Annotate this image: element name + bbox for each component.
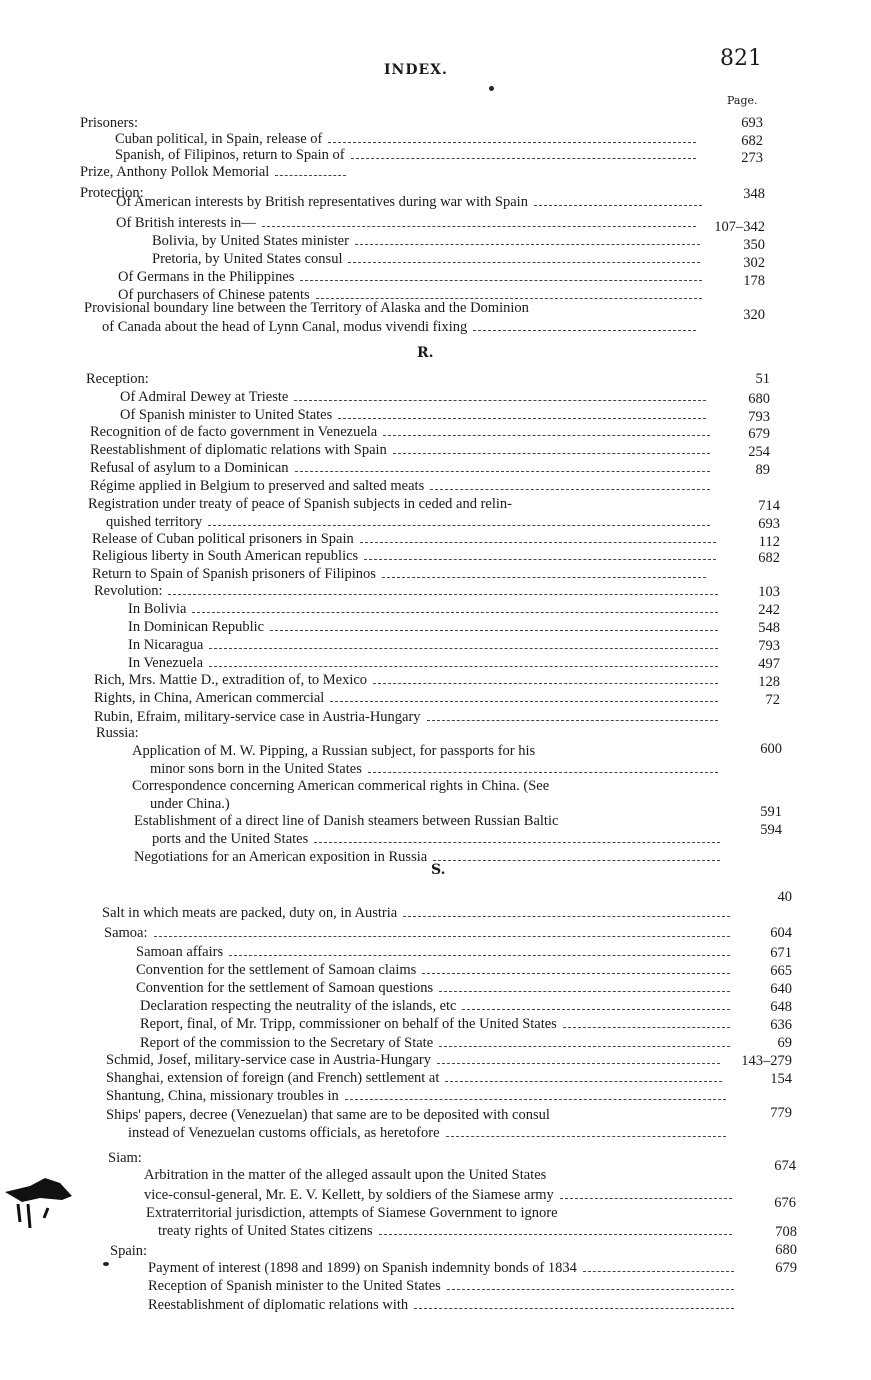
index-entry-text: Report of the commission to the Secretary of State [140, 1035, 434, 1051]
index-entry [92, 547, 720, 565]
index-entry [128, 654, 722, 672]
stray-mark [103, 1262, 109, 1266]
dot-leader [345, 1099, 726, 1100]
page-ref: 594 [760, 822, 782, 838]
page-ref: 128 [758, 674, 780, 690]
index-entry-text: Religious liberty in South American republics [92, 548, 359, 564]
index-entry-text: minor sons born in the United States [150, 761, 362, 777]
page-ref: 273 [741, 150, 763, 166]
index-entry-text: Of Spanish minister to United States [120, 407, 333, 423]
page-ref: 714 [758, 498, 780, 514]
index-entry-text: of Canada about the head of Lynn Canal, modus vivendi fixing [102, 319, 468, 335]
index-entry-text: Refusal of asylum to a Dominican [90, 460, 289, 476]
index-entry-text: Reception of Spanish minister to the United States [148, 1278, 441, 1294]
page-ref: 708 [775, 1224, 797, 1240]
index-entry-text: In Bolivia [128, 601, 187, 617]
index-entry-text: Of British interests in— [116, 215, 256, 231]
index-entry [152, 250, 704, 268]
index-entry-text: Convention for the settlement of Samoan questions [136, 980, 434, 996]
index-entry [140, 1015, 734, 1033]
page-ref: 671 [770, 945, 792, 961]
index-entry-text: Rubin, Efraim, military-service case in Austria-Hungary [94, 709, 421, 725]
page-column-label: Page. [727, 94, 758, 107]
page-ref: 604 [770, 925, 792, 941]
index-entry [94, 708, 722, 726]
index-entry [90, 477, 714, 495]
dot-leader [383, 435, 710, 436]
index-entry-text: Spanish, of Filipinos, return to Spain of [115, 147, 345, 163]
index-entry-text: Of American interests by British representatives during war with Spain [116, 194, 528, 210]
index-entry [128, 1124, 730, 1142]
page-ref: 89 [755, 462, 770, 478]
index-entry [128, 618, 722, 636]
dot-leader [427, 720, 718, 721]
index-entry-text: Ships' papers, decree (Venezuelan) that same are to be deposited with consul [106, 1107, 550, 1123]
page-ref: 143–279 [741, 1053, 792, 1069]
page-ref: 103 [758, 584, 780, 600]
index-entry [106, 1106, 550, 1124]
index-entry [104, 924, 734, 942]
dot-leader [328, 142, 696, 143]
page-ref: 51 [755, 371, 770, 387]
index-entry [115, 146, 700, 164]
index-entry-text: Correspondence concerning American commerical rights in China. (See [132, 778, 550, 794]
index-entry [144, 1166, 546, 1184]
index-entry-text: Samoan affairs [136, 944, 224, 960]
index-entry [152, 830, 724, 848]
index-entry-text: Report, final, of Mr. Tripp, commissioner on behalf of the United States [140, 1016, 557, 1032]
section-heading-r: R. [417, 345, 434, 361]
index-entry [118, 268, 706, 286]
page-ref: 112 [758, 534, 780, 550]
index-entry [94, 689, 722, 707]
index-entry [132, 777, 549, 795]
index-entry [96, 724, 139, 742]
page-ref: 40 [777, 889, 792, 905]
index-entry-text: Revolution: [94, 583, 163, 599]
dot-leader [314, 842, 720, 843]
page-ref: 674 [774, 1158, 796, 1174]
index-entry [148, 1259, 738, 1277]
index-entry [80, 163, 350, 181]
index-entry-text: vice-consul-general, Mr. E. V. Kellett, by soldiers of the Siamese army [144, 1187, 554, 1203]
dot-leader [208, 525, 710, 526]
dot-leader [229, 955, 730, 956]
index-entry [84, 299, 529, 317]
page-ref: 350 [743, 237, 765, 253]
dot-leader [437, 1063, 720, 1064]
dot-leader [270, 630, 718, 631]
page-ref: 69 [777, 1035, 792, 1051]
dot-leader [355, 244, 700, 245]
page-ref: 154 [770, 1071, 792, 1087]
page-ref: 648 [770, 999, 792, 1015]
index-entry-text: In Nicaragua [128, 637, 204, 653]
page-ref: 348 [743, 186, 765, 202]
page-ref: 600 [760, 741, 782, 757]
index-entry-text: Cuban political, in Spain, release of [115, 131, 323, 147]
index-entry [106, 1087, 730, 1105]
index-entry [106, 1051, 724, 1069]
index-entry [146, 1204, 558, 1222]
dot-leader [294, 400, 706, 401]
dot-leader [403, 916, 730, 917]
dot-leader [473, 330, 696, 331]
index-entry-text: Bolivia, by United States minister [152, 233, 349, 249]
index-entry-text: In Venezuela [128, 655, 204, 671]
dot-leader [338, 418, 706, 419]
index-entry-text: Siam: [108, 1150, 142, 1166]
index-entry [132, 742, 535, 760]
dot-leader [414, 1308, 734, 1309]
index-entry-text: Rights, in China, American commercial [94, 690, 325, 706]
index-entry [106, 1069, 726, 1087]
dot-leader [275, 175, 346, 176]
index-entry-text: Pretoria, by United States consul [152, 251, 343, 267]
index-entry-text: In Dominican Republic [128, 619, 265, 635]
index-entry [90, 459, 714, 477]
index-entry [134, 812, 558, 830]
index-entry [120, 406, 710, 424]
dot-leader [439, 1046, 730, 1047]
dot-leader [209, 666, 718, 667]
index-entry-text: instead of Venezuelan customs officials, as heretofore [128, 1125, 440, 1141]
page-ref: 302 [743, 255, 765, 271]
index-entry-text: Reception: [86, 371, 149, 387]
dot-leader [560, 1198, 732, 1199]
dot-leader [209, 648, 718, 649]
index-entry-text: Return to Spain of Spanish prisoners of Filipinos [92, 566, 376, 582]
index-entry-text: under China.) [150, 796, 230, 812]
dot-leader [364, 559, 716, 560]
index-entry-text: Samoa: [104, 925, 148, 941]
index-entry-text: treaty rights of United States citizens [158, 1223, 373, 1239]
page-title: INDEX. [384, 62, 448, 78]
page-ref: 793 [758, 638, 780, 654]
index-entry-text: Reestablishment of diplomatic relations with Spain [90, 442, 387, 458]
index-entry [94, 671, 722, 689]
dot-leader [351, 158, 696, 159]
dot-leader [360, 542, 716, 543]
index-entry [150, 795, 230, 813]
page-ref: 107–342 [714, 219, 765, 235]
index-entry [102, 318, 700, 336]
index-entry-text: Payment of interest (1898 and 1899) on Spanish indemnity bonds of 1834 [148, 1260, 577, 1276]
dot-leader [368, 772, 718, 773]
page-ref: 693 [758, 516, 780, 532]
index-entry-text: Of purchasers of Chinese patents [118, 287, 310, 303]
index-entry [158, 1222, 736, 1240]
dot-leader [433, 860, 720, 861]
index-entry [116, 193, 706, 211]
index-entry [136, 943, 734, 961]
ink-blot-mark [0, 1178, 75, 1233]
dot-leader [393, 453, 710, 454]
dot-leader [262, 226, 696, 227]
dot-leader [447, 1289, 734, 1290]
page-ref: 640 [770, 981, 792, 997]
page-ref: 779 [770, 1105, 792, 1121]
index-entry-text: Negotiations for an American exposition in Russia [134, 849, 428, 865]
page-ref: 693 [741, 115, 763, 131]
index-entry [136, 961, 734, 979]
index-entry [92, 530, 720, 548]
index-entry [150, 760, 722, 778]
index-entry [90, 441, 714, 459]
index-entry-text: Schmid, Josef, military-service case in Austria-Hungary [106, 1052, 431, 1068]
index-entry [94, 582, 722, 600]
dot-leader [445, 1081, 722, 1082]
index-entry-text: Provisional boundary line between the Territory of Alaska and the Dominion [84, 300, 529, 316]
index-entry [88, 495, 512, 513]
index-entry [108, 1149, 142, 1167]
index-entry-text: Convention for the settlement of Samoan claims [136, 962, 417, 978]
section-heading-s: S. [431, 862, 446, 878]
index-entry [134, 848, 724, 866]
index-entry [144, 1186, 736, 1204]
page-ref: 242 [758, 602, 780, 618]
index-entry-text: Salt in which meats are packed, duty on, in Austria [102, 905, 398, 921]
index-entry [128, 600, 722, 618]
page-ref: 591 [760, 804, 782, 820]
page-ref: 665 [770, 963, 792, 979]
index-entry-text: Spain: [110, 1243, 148, 1259]
index-entry-text: Russia: [96, 725, 139, 741]
dot-leader [330, 701, 718, 702]
index-entry-text: Reestablishment of diplomatic relations with [148, 1297, 409, 1313]
index-entry [106, 513, 714, 531]
index-entry [140, 1034, 734, 1052]
index-entry [86, 370, 149, 388]
index-entry [152, 232, 704, 250]
index-entry [120, 388, 710, 406]
page-ref: 680 [775, 1242, 797, 1258]
page-ref: 679 [748, 426, 770, 442]
dot-leader [300, 280, 702, 281]
index-entry [110, 1242, 147, 1260]
index-entry [148, 1277, 738, 1295]
index-entry-text: ports and the United States [152, 831, 309, 847]
page-ref: 497 [758, 656, 780, 672]
index-entry [116, 214, 700, 232]
page-ref: 548 [758, 620, 780, 636]
index-entry-text: Protection: [80, 185, 144, 201]
dot-leader [154, 936, 731, 937]
index-entry-text: Prisoners: [80, 115, 138, 131]
dot-leader [534, 205, 702, 206]
index-entry-text: Shantung, China, missionary troubles in [106, 1088, 339, 1104]
dot-leader [295, 471, 710, 472]
page-ref: 72 [765, 692, 780, 708]
index-entry-text: Of Admiral Dewey at Trieste [120, 389, 289, 405]
index-entry-text: Of Germans in the Philippines [118, 269, 295, 285]
page-ref: 636 [770, 1017, 792, 1033]
index-entry-text: Arbitration in the matter of the alleged assault upon the United States [144, 1167, 547, 1183]
dot-leader [373, 683, 718, 684]
index-entry-text: Application of M. W. Pipping, a Russian subject, for passports for his [132, 743, 536, 759]
dot-leader [382, 577, 706, 578]
index-entry-text: Establishment of a direct line of Danish steamers between Russian Baltic [134, 813, 559, 829]
page-ref: 178 [743, 273, 765, 289]
index-entry-text: Recognition of de facto government in Venezuela [90, 424, 378, 440]
page-ref: 254 [748, 444, 770, 460]
page-ref: 676 [774, 1195, 796, 1211]
index-entry-text: Régime applied in Belgium to preserved and salted meats [90, 478, 425, 494]
dot-leader [462, 1009, 730, 1010]
dot-leader [430, 489, 710, 490]
index-entry-text: Registration under treaty of peace of Spanish subjects in ceded and relin- [88, 496, 512, 512]
page-ref: 679 [775, 1260, 797, 1276]
index-entry-text: Release of Cuban political prisoners in Spain [92, 531, 354, 547]
index-entry-text: Prize, Anthony Pollok Memorial [80, 164, 270, 180]
dot-leader [563, 1027, 730, 1028]
dot-leader [439, 991, 730, 992]
index-entry-text: quished territory [106, 514, 203, 530]
page-ref: 320 [743, 307, 765, 323]
page-ref: 793 [748, 409, 770, 425]
index-entry [136, 979, 734, 997]
page-ref: 680 [748, 391, 770, 407]
dot-leader [446, 1136, 726, 1137]
index-entry-text: Extraterritorial jurisdiction, attempts of Siamese Government to ignore [146, 1205, 558, 1221]
dot-leader [348, 262, 700, 263]
dot-leader [192, 612, 718, 613]
dot-leader [422, 973, 730, 974]
index-entry [140, 997, 734, 1015]
index-entry [92, 565, 710, 583]
dot-leader [168, 594, 718, 595]
index-entry-text: Rich, Mrs. Mattie D., extradition of, to Mexico [94, 672, 368, 688]
index-entry-text: Shanghai, extension of foreign (and French) settlement at [106, 1070, 440, 1086]
index-entry-text: Declaration respecting the neutrality of the islands, etc [140, 998, 457, 1014]
dot-leader [379, 1234, 732, 1235]
page-ref: 682 [741, 133, 763, 149]
dot-leader [583, 1271, 734, 1272]
index-entry [90, 423, 714, 441]
page-number: 821 [720, 46, 762, 71]
page-ref: 682 [758, 550, 780, 566]
index-entry [148, 1296, 738, 1314]
stray-mark [489, 86, 494, 91]
index-entry [102, 904, 734, 922]
index-entry [128, 636, 722, 654]
